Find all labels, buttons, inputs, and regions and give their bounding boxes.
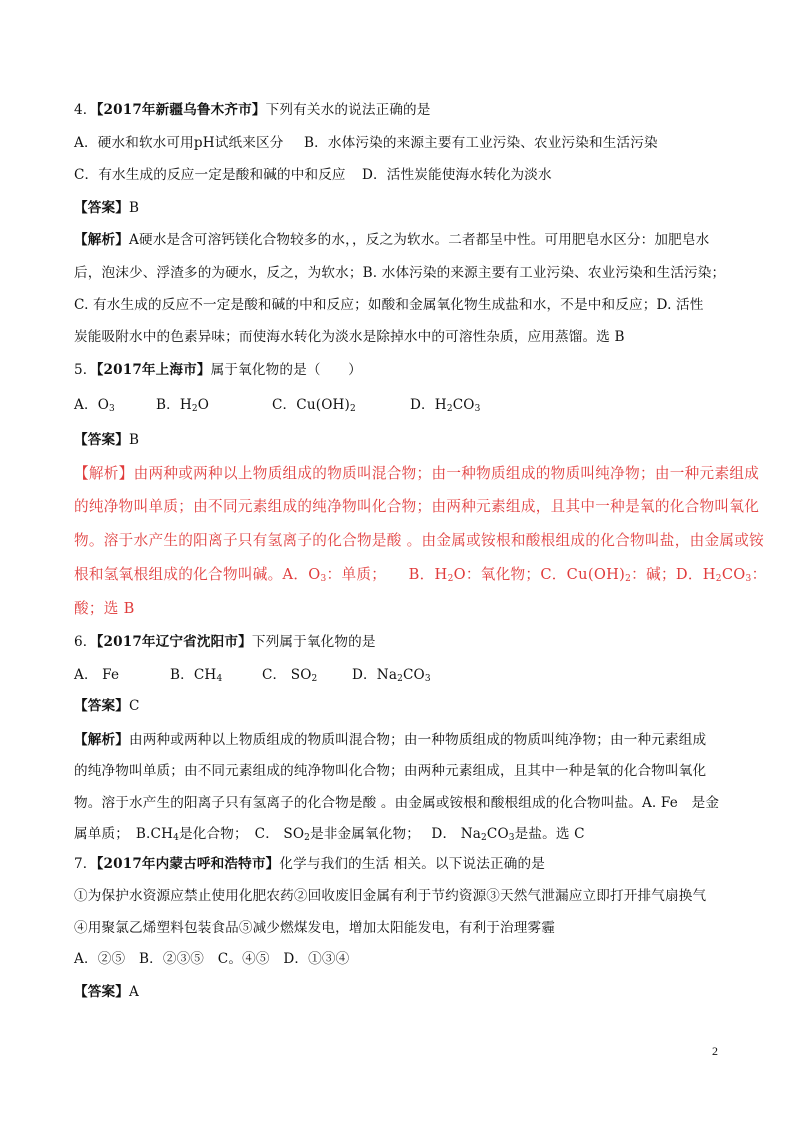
question-7-answer <box>74 983 139 1001</box>
answer-tag: 【答案】 <box>74 698 129 714</box>
answer-tag: 【答案】 <box>74 984 129 1000</box>
source-tag: 【2017年上海市】 <box>96 362 211 378</box>
option-c: C．$Cu(OH)_2$ <box>272 397 356 414</box>
question-7-stem <box>74 855 545 873</box>
question-4-answer <box>74 199 139 217</box>
option-c: C． $SO_2$ <box>262 667 318 684</box>
option-b: B．水体污染的来源主要有工业污染、农业污染和生活污染 <box>304 135 658 151</box>
question-5-analysis-line-2: 的纯净物叫单质；由不同元素组成的纯净物叫化合物；由两种元素组成，且其中一种是氧的化合物叫氧化 <box>74 498 760 515</box>
analysis-text: 由两种或两种以上物质组成的物质叫混合物；由一种物质组成的物质叫纯净物；由一种元素组成 <box>128 732 707 748</box>
analysis-tag: 【解析】 <box>74 732 129 748</box>
question-4-analysis-line-3: C. 有水生成的反应不一定是酸和碱的中和反应；如酸和金属氧化物生成盐和水，不是中和反应；D. 活性 <box>74 297 704 313</box>
question-text: 化学与我们的生活 相关。以下说法正确的是 <box>279 856 545 872</box>
question-4-options-row-2 <box>74 166 552 184</box>
option-c: C．有水生成的反应一定是酸和碱的中和反应 <box>74 167 346 183</box>
question-6-stem <box>74 633 376 651</box>
option-a: A．硬水和软水可用pH试纸来区分 <box>74 135 284 151</box>
question-4-analysis-line-2: 后，泡沫少、浮渣多的为硬水，反之，为软水；B. 水体污染的来源主要有工业污染、农业污染和生活污染； <box>74 265 726 281</box>
option-b: B．$CH_4$ <box>170 667 223 684</box>
question-4-options-row-1 <box>74 134 658 152</box>
answer-value: B <box>128 200 140 216</box>
question-5-analysis-line-1 <box>74 465 759 483</box>
question-7-items-line-2: ④用聚氯乙烯塑料包装食品⑤减少燃煤发电，增加太阳能发电，有利于治理雾霾 <box>74 920 556 936</box>
question-7-items-line-1: ①为保护水资源应禁止使用化肥农药②回收废旧金属有利于节约资源③天然气泄漏应立即打开排气扇换气 <box>74 888 707 904</box>
question-text: 下列有关水的说法正确的是 <box>265 102 431 118</box>
option-a: A． Fe <box>74 667 120 683</box>
source-tag: 【2017年辽宁省沈阳市】 <box>96 634 252 650</box>
question-4-analysis-line-4: 炭能吸附水中的色素异味；而使海水转化为淡水是除掉水中的可溶性杂质，应用蒸馏。选 B <box>74 329 625 345</box>
question-text: 下列属于氧化物的是 <box>251 634 376 650</box>
question-5-analysis-line-3: 物。溶于水产生的阳离子只有氢离子的化合物是酸 。由金属或铵根和酸根组成的化合物叫盐，由金属或铵 <box>74 532 765 549</box>
question-6-analysis-line-3: 物。溶于水产生的阳离子只有氢离子的化合物是酸 。由金属或铵根和酸根组成的化合物叫盐。A. Fe 是金 <box>74 795 720 811</box>
question-4-analysis-line-1 <box>74 231 709 249</box>
question-number: 4． <box>74 102 97 118</box>
question-6-analysis-line-1 <box>74 731 706 749</box>
question-number: 6． <box>74 634 97 650</box>
answer-tag: 【答案】 <box>74 432 129 448</box>
question-5-answer <box>74 431 139 449</box>
option-a: A．$O_3$ <box>74 397 115 414</box>
analysis-tag: 【解析】 <box>74 232 129 248</box>
option-d: D．活性炭能使海水转化为淡水 <box>362 167 552 183</box>
source-tag: 【2017年内蒙古呼和浩特市】 <box>96 856 280 872</box>
question-4-stem <box>74 101 431 119</box>
option-b: B．$H_2O$ <box>156 397 210 414</box>
analysis-tag: 【解析】 <box>74 465 134 482</box>
option-d: D．$H_2CO_3$ <box>410 397 481 414</box>
analysis-text: A硬水是含可溶钙镁化合物较多的水，，反之为软水。二者都呈中性。可用肥皂水区分：加肥皂水 <box>128 232 710 248</box>
question-number: 7． <box>74 856 97 872</box>
question-6-analysis-line-4: 属单质； $B.CH_4$是化合物； C． $SO_2$是非金属氧化物； D． $Na_2CO_3$是盐。选 C <box>74 826 585 843</box>
answer-value: C <box>128 698 140 714</box>
answer-value: A <box>128 984 139 1000</box>
question-6-options <box>74 666 431 684</box>
page-number: 2 <box>712 1044 718 1058</box>
question-6-answer <box>74 697 140 715</box>
source-tag: 【2017年新疆乌鲁木齐市】 <box>96 102 266 118</box>
question-5-analysis-line-4: 根和氢氧根组成的化合物叫碱。A．$O_3$：单质； B．$H_2O$：氧化物；C．$Cu(OH)_2$：碱；D．$H_2CO_3$： <box>74 566 767 584</box>
answer-value: B <box>128 432 140 448</box>
question-6-analysis-line-2: 的纯净物叫单质；由不同元素组成的纯净物叫化合物；由两种元素组成，且其中一种是氧的化合物叫氧化 <box>74 763 707 779</box>
question-number: 5． <box>74 362 97 378</box>
answer-tag: 【答案】 <box>74 200 129 216</box>
question-5-options <box>74 396 480 414</box>
option-d: D．$Na_2CO_3$ <box>352 667 431 684</box>
analysis-text: 由两种或两种以上物质组成的物质叫混合物；由一种物质组成的物质叫纯净物；由一种元素组成 <box>133 465 760 482</box>
question-5-stem <box>74 361 362 379</box>
question-text: 属于氧化物的是（ ） <box>210 362 362 378</box>
question-7-options: A．②⑤ B．②③⑤ C。④⑤ D．①③④ <box>74 951 350 967</box>
question-5-analysis-line-5: 酸；选 B <box>74 600 135 617</box>
